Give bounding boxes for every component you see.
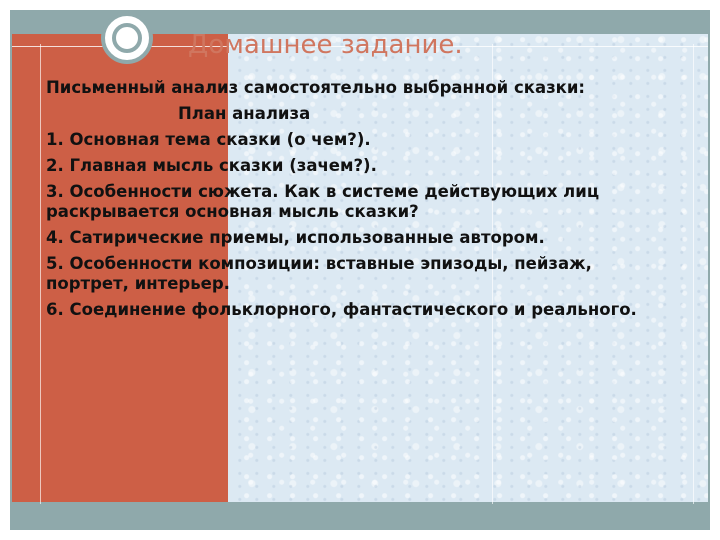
- decorative-vertical-line: [40, 44, 41, 504]
- ring-ornament-icon: [101, 12, 153, 64]
- ring-ornament-inner: [112, 23, 142, 53]
- list-item: 3. Особенности сюжета. Как в системе действующих лиц раскрывается основная мысль сказки?: [46, 182, 600, 221]
- list-item: 2. Главная мысль сказки (зачем?).: [46, 156, 377, 175]
- intro-text: Письменный анализ самостоятельно выбранной сказки:: [46, 78, 586, 97]
- slide-title: Домашнее задание.: [188, 30, 463, 60]
- decorative-vertical-line: [693, 44, 694, 504]
- list-item: 4. Сатирические приемы, использованные автором.: [46, 228, 545, 247]
- list-item: 5. Особенности композиции: вставные эпизоды, пейзаж, портрет, интерьер.: [46, 254, 592, 293]
- plan-heading: План анализа: [178, 104, 311, 123]
- list-item: 1. Основная тема сказки (о чем?).: [46, 130, 371, 149]
- bottom-band: [10, 508, 710, 530]
- slide-body: [46, 78, 676, 326]
- list-item: 6. Соединение фольклорного, фантастического и реального.: [46, 300, 637, 319]
